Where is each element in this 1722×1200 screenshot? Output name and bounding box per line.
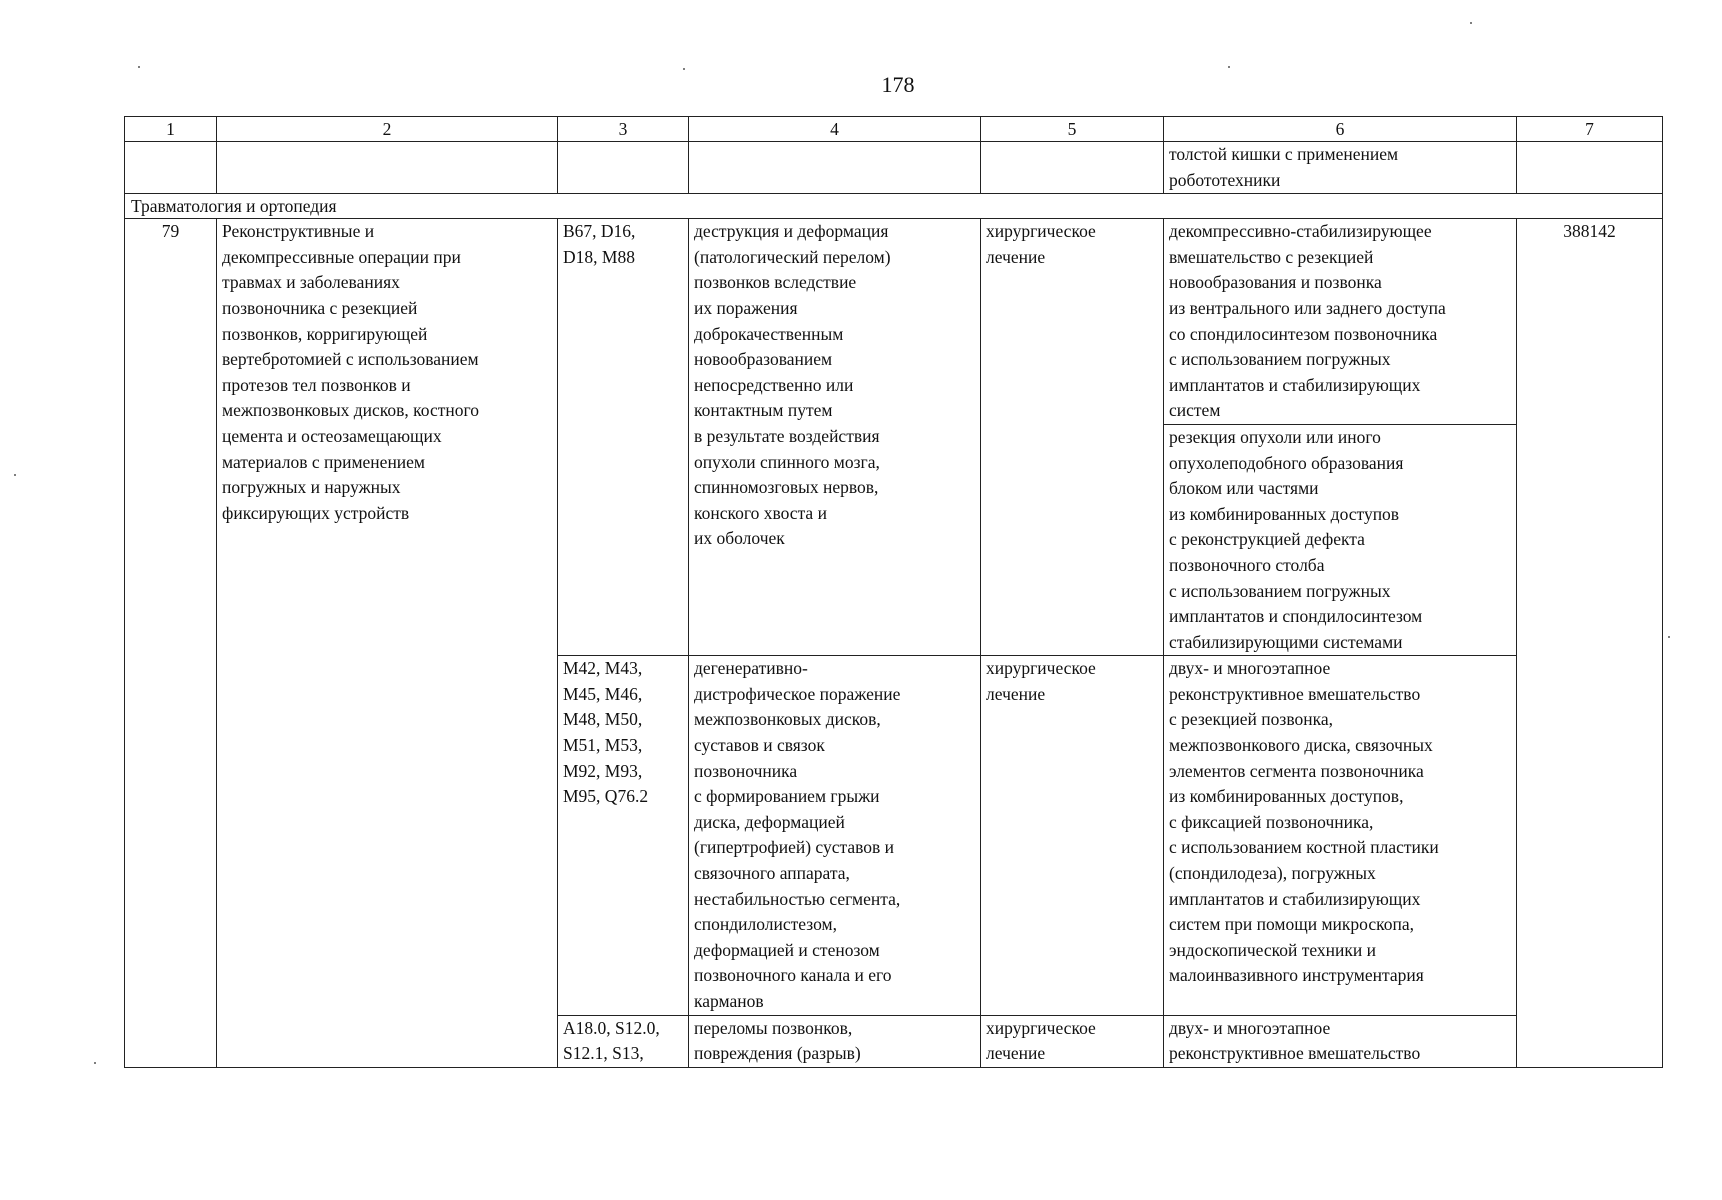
treatment-method: двух- и многоэтапное реконструктивное вмешательство с резекцией позвонка, межпозвонкового диска, связочных элементов сегмента позвоночника из комбинированных доступов, с фиксацией позвоночника, с использованием костной пластики (спондилодеза), погружных имплантатов и стабилизирующих систем при помощи микроскопа, эндоскопической техники и малоинвазивного инструментария bbox=[1164, 656, 1517, 1015]
treatment-method: двух- и многоэтапное реконструктивное вмешательство bbox=[1164, 1015, 1517, 1067]
continuation-method: толстой кишки с применением робототехники bbox=[1164, 142, 1517, 194]
diagnosis: переломы позвонков, повреждения (разрыв) bbox=[689, 1015, 981, 1067]
services-table bbox=[124, 116, 1663, 1068]
icd-codes: A18.0, S12.0, S12.1, S13, bbox=[558, 1015, 689, 1067]
continuation-row bbox=[125, 142, 1663, 194]
empty-cell bbox=[558, 142, 689, 194]
empty-cell bbox=[217, 142, 558, 194]
scan-speck bbox=[1470, 22, 1472, 24]
scan-speck bbox=[683, 68, 685, 70]
scan-speck bbox=[94, 1062, 96, 1064]
section-row bbox=[125, 194, 1663, 219]
icd-codes: B67, D16, D18, M88 bbox=[558, 219, 689, 656]
column-number: 3 bbox=[558, 117, 689, 142]
empty-cell bbox=[125, 142, 217, 194]
column-number-row bbox=[125, 117, 1663, 142]
diagnosis: дегенеративно- дистрофическое поражение межпозвонковых дисков, суставов и связок позвоночника с формированием грыжи диска, деформацией (гипертрофией) суставов и связочного аппарата, нестабильностью сегмента, спондилолистезом, деформацией и стенозом позвоночного канала и его карманов bbox=[689, 656, 981, 1015]
treatment-type: хирургическое лечение bbox=[981, 656, 1164, 1015]
page-number: 178 bbox=[881, 72, 915, 97]
row-79-part-1 bbox=[125, 219, 1663, 425]
icd-codes: M42, M43, M45, M46, M48, M50, M51, M53, M92, M93, M95, Q76.2 bbox=[558, 656, 689, 1015]
row-number: 79 bbox=[125, 219, 217, 1068]
scan-speck bbox=[1228, 66, 1230, 68]
empty-cell bbox=[981, 142, 1164, 194]
scan-speck bbox=[1668, 636, 1670, 638]
treatment-method: резекция опухоли или иного опухолеподобного образования блоком или частями из комбинированных доступов с реконструкцией дефекта позвоночного столба с использованием погружных имплантатов и спондилосинтезом стабилизирующими системами bbox=[1164, 424, 1517, 655]
treatment-type: хирургическое лечение bbox=[981, 219, 1164, 656]
section-title: Травматология и ортопедия bbox=[125, 194, 1663, 219]
column-number: 2 bbox=[217, 117, 558, 142]
cost: 388142 bbox=[1517, 219, 1663, 1068]
column-number: 7 bbox=[1517, 117, 1663, 142]
treatment-method: декомпрессивно-стабилизирующее вмешательство с резекцией новообразования и позвонка из вентрального или заднего доступа со спондилосинтезом позвоночника с использованием погружных имплантатов и стабилизирующих систем bbox=[1164, 219, 1517, 425]
empty-cell bbox=[689, 142, 981, 194]
column-number: 6 bbox=[1164, 117, 1517, 142]
empty-cell bbox=[1517, 142, 1663, 194]
column-number: 5 bbox=[981, 117, 1164, 142]
scan-speck bbox=[138, 66, 140, 68]
treatment-type: хирургическое лечение bbox=[981, 1015, 1164, 1067]
scan-speck bbox=[14, 474, 16, 476]
diagnosis: деструкция и деформация (патологический перелом) позвонков вследствие их поражения доброкачественным новообразованием непосредственно или контактным путем в результате воздействия опухоли спинного мозга, спинномозговых нервов, конского хвоста и их оболочек bbox=[689, 219, 981, 656]
service-name: Реконструктивные и декомпрессивные операции при травмах и заболеваниях позвоночника с резекцией позвонков, корригирующей вертебротомией с использованием протезов тел позвонков и межпозвонковых дисков, костного цемента и остеозамещающих материалов с применением погружных и наружных фиксирующих устройств bbox=[217, 219, 558, 1068]
column-number: 4 bbox=[689, 117, 981, 142]
column-number: 1 bbox=[125, 117, 217, 142]
